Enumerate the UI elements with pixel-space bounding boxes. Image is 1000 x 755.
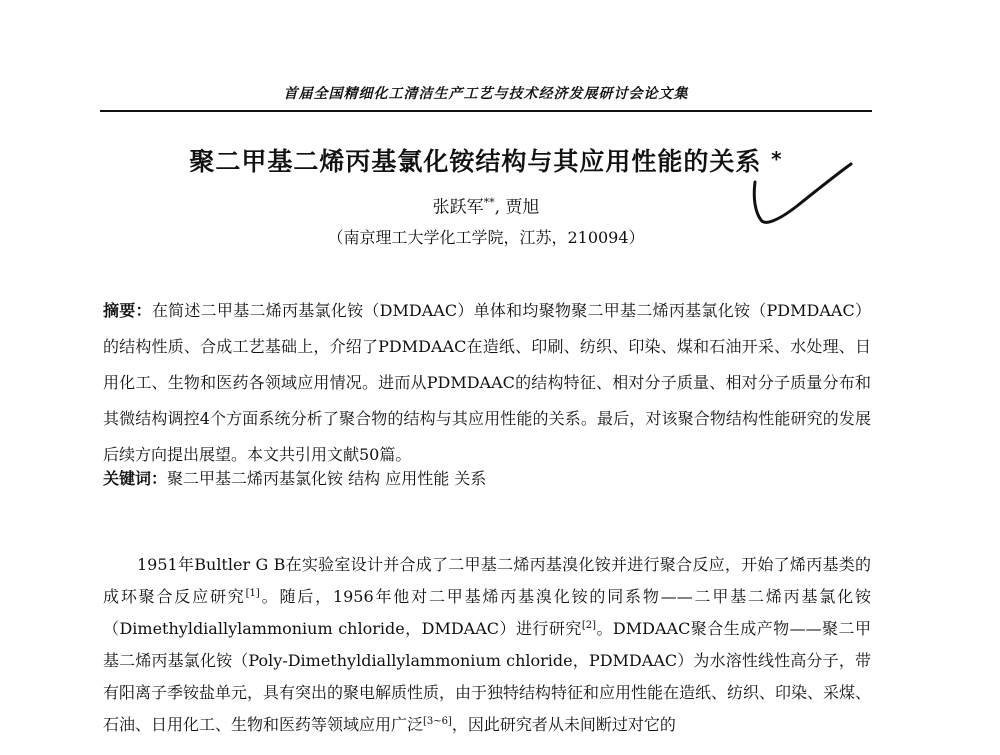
title-footnote-mark: * [771, 147, 783, 171]
affiliation: （南京理工大学化工学院，江苏，210094） [327, 228, 645, 247]
abstract-label: 摘要： [103, 301, 152, 320]
citation-3[interactable]: [3~6] [423, 716, 452, 727]
keywords-text: 聚二甲基二烯丙基氯化铵 结构 应用性能 关系 [167, 469, 487, 488]
body-text-3: 。DMDAAC聚合生成产物——聚二甲基二烯丙基氯化铵（Poly-Dimethyldiallylammonium chloride，PDMDAAC）为水溶性线性高分子，带有阳离子季铵盐单元，具有突出的聚电解质性质，由于独特结构特征和应用性能在造纸、纺织、印染、采煤、石油、日用化工、生物和医药等领域应用广泛 [103, 619, 872, 734]
citation-1[interactable]: [1] [245, 588, 260, 599]
authors [100, 190, 872, 221]
corresponding-author-mark: ** [483, 196, 495, 209]
author-2: 贾旭 [505, 197, 540, 218]
keywords-label: 关键词： [103, 469, 168, 488]
running-header: 首届全国精细化工清洁生产工艺与技术经济发展研讨会论文集 [283, 86, 689, 102]
author-1: 张跃军 [432, 197, 484, 218]
abstract [103, 293, 871, 473]
abstract-text: 在简述二甲基二烯丙基氯化铵（DMDAAC）单体和均聚物聚二甲基二烯丙基氯化铵（PDMDAAC）的结构性质、合成工艺基础上，介绍了PDMDAAC在造纸、印刷、纺织、印染、煤和石油开采、水处理、日用化工、生物和医药各领域应用情况。进而从PDMDAAC的结构特征、相对分子质量、相对分子质量分布和其微结构调控4个方面系统分析了聚合物的结构与其应用性能的关系。最后，对该聚合物结构性能研究的发展后续方向提出展望。本文共引用文献50篇。 [103, 301, 871, 464]
author-separator: , [494, 197, 506, 218]
keywords [103, 464, 871, 494]
title-text: 聚二甲基二烯丙基氯化铵结构与其应用性能的关系 [189, 147, 762, 176]
citation-2[interactable]: [2] [581, 620, 596, 631]
body-text-2: 。随后，1956年他对二甲基烯丙基溴化铵的同系物——二甲基二烯丙基氯化铵（Dimethyldiallylammonium chloride，DMDAAC）进行研究 [103, 587, 871, 638]
body-paragraph [103, 549, 871, 741]
body-text-1: 1951年Bultler G B在实验室设计并合成了二甲基二烯丙基溴化铵并进行聚合反应，开始了烯丙基类的成环聚合反应研究 [103, 555, 871, 606]
body-text-4: ，因此研究者从未间断过对它的 [451, 715, 676, 734]
header-rule [100, 110, 872, 112]
